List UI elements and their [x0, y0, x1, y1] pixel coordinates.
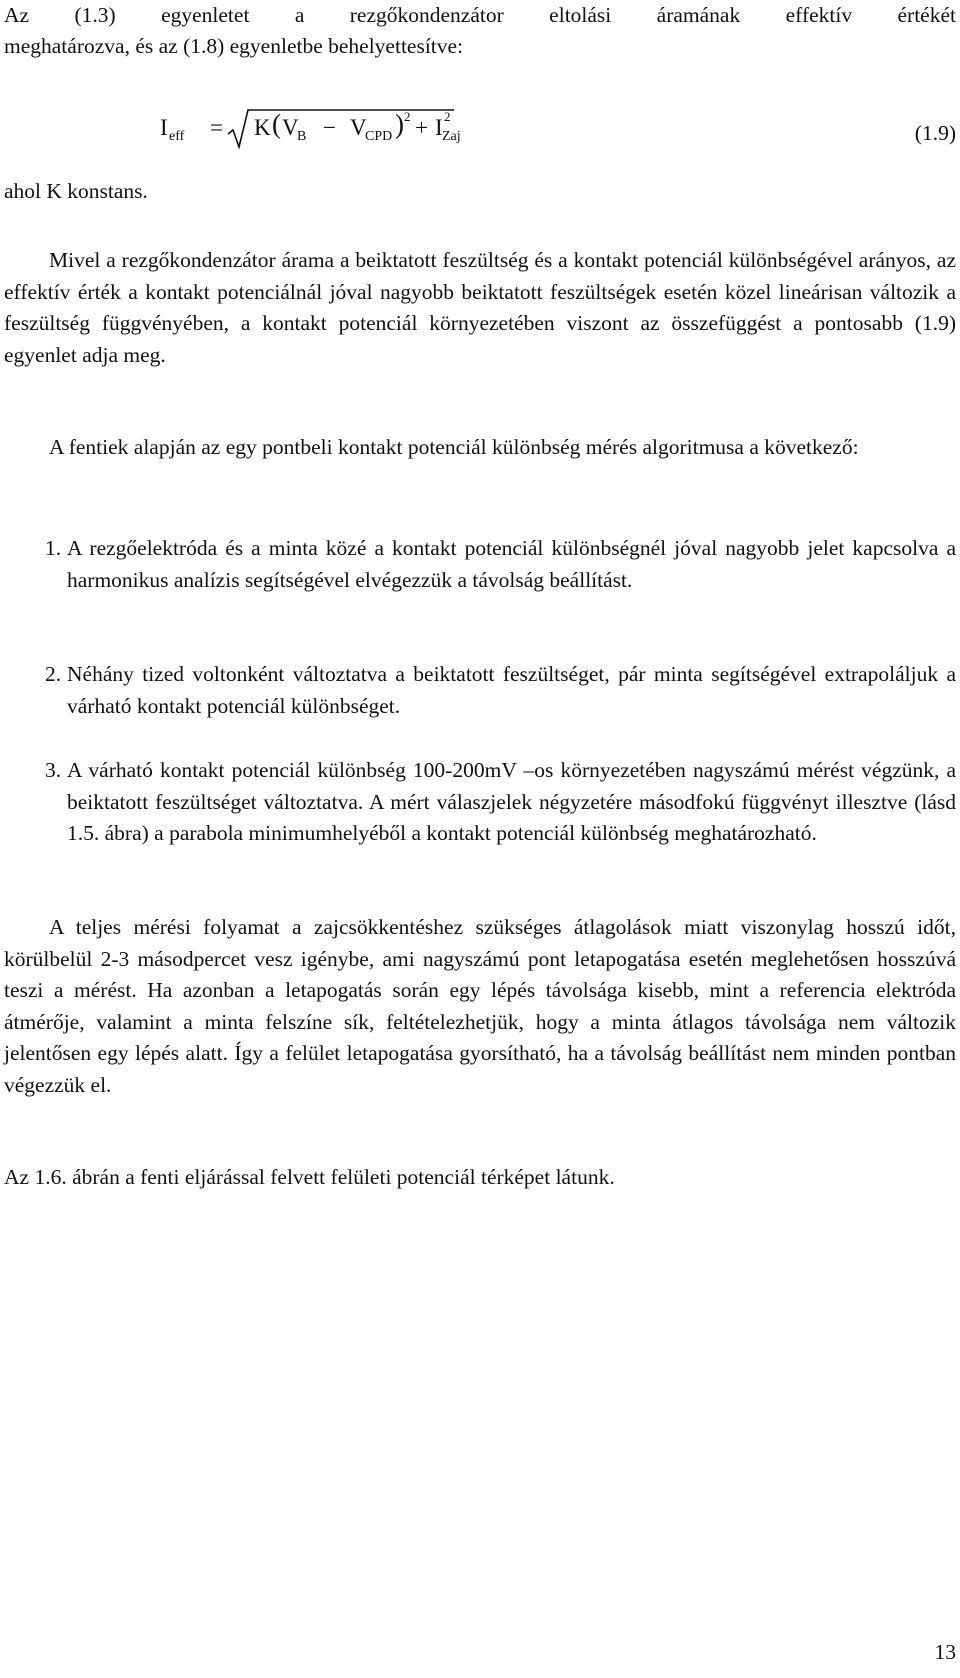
step-number: 2.: [45, 662, 62, 686]
eq-minus: −: [323, 115, 336, 140]
where-text: ahol K konstans.: [4, 179, 148, 203]
eq-izaj-sub: Zaj: [442, 129, 461, 144]
eq-izaj-var: I: [435, 115, 443, 140]
eq-paren-open: (: [272, 109, 281, 139]
eq-equals: =: [210, 115, 223, 140]
paragraph-3: A teljes mérési folyamat a zajcsökkentéshez szükséges átlagolások miatt viszonylag hosszú időt, körülbelül 2-3 másodpercet vesz igénybe, ami nagyszámú pont letapogatása esetén meglehetősen hosszúvá teszi a mérést. Ha azonban a letapogatás során egy lépés távolsága kisebb, mint a referencia elektróda átmérője, valamint a minta felszíne sík, feltételezhetjük, hogy a minta átlagos távolsága nem változik jelentősen egy lépés alatt. Így a felület letapogatása gyorsítható, ha a távolság beállítást nem minden pontban végezzük el.: [4, 915, 956, 1097]
eq-lhs-var: I: [160, 115, 168, 140]
paragraph-4: Az 1.6. ábrán a fenti eljárással felvett felületi potenciál térképet látunk.: [4, 1165, 615, 1189]
paragraph-1: Mivel a rezgőkondenzátor árama a beiktatott feszültség és a kontakt potenciál különbségével arányos, az effektív érték a kontakt potenciálnál jóval nagyobb beiktatott feszültségek esetén közel lineárisan változik a feszültség függvényében, a kontakt potenciál környezetében viszont az összefüggést a pontosabb (1.9) egyenlet adja meg.: [4, 248, 956, 367]
equation-1-9: [0, 108, 960, 158]
eq-plus: +: [415, 115, 428, 140]
step-text: Néhány tized voltonként változtatva a beiktatott feszültséget, pár minta segítségével extrapoláljuk a várható kontakt potenciál különbséget.: [67, 662, 956, 718]
eq-vb-var: V: [282, 115, 299, 140]
equation-number: (1.9): [914, 121, 956, 145]
step-text: A rezgőelektróda és a minta közé a kontakt potenciál különbségnél jóval nagyobb jelet kapcsolva a harmonikus analízis segítségével elvégezzük a távolság beállítást.: [67, 536, 956, 592]
eq-vcpd-var: V: [350, 115, 367, 140]
intro-line-2: meghatározva, és az (1.8) egyenletbe behelyettesítve:: [4, 34, 464, 58]
page-number: 13: [934, 1640, 956, 1664]
eq-k: K: [254, 115, 271, 140]
paragraph-2: A fentiek alapján az egy pontbeli kontakt potenciál különbség mérés algoritmusa a következő:: [49, 435, 859, 459]
eq-vb-sub: B: [297, 129, 307, 144]
eq-vcpd-sub: CPD: [365, 129, 393, 144]
step-number: 3.: [45, 758, 62, 782]
step-text: A várható kontakt potenciál különbség 100-200mV –os környezetében nagyszámú mérést végzünk, a beiktatott feszültséget változtatva. A mért válaszjelek négyzetére másodfokú függvényt illesztve (lásd 1.5. ábra) a parabola minimumhelyéből a kontakt potenciál különbség meghatározható.: [67, 758, 956, 845]
intro-line-1: Az (1.3) egyenletet a rezgőkondenzátor eltolási áramának effektív értékét: [4, 3, 956, 27]
eq-lhs-sub: eff: [169, 129, 185, 144]
eq-exp-2: 2: [444, 109, 451, 124]
eq-paren-close: ): [395, 109, 404, 139]
eq-exp-1: 2: [404, 109, 411, 124]
step-number: 1.: [45, 536, 62, 560]
